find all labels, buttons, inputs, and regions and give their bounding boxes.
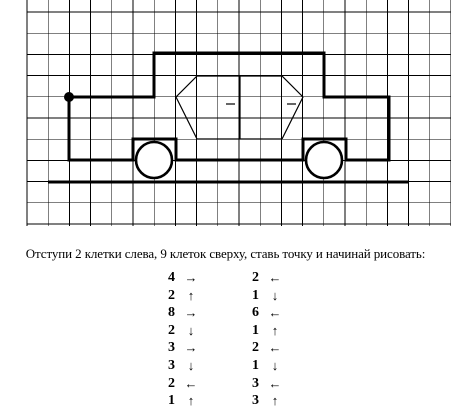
arrow-down-icon: ↓ — [271, 357, 279, 373]
step-row — [252, 357, 284, 375]
step-row — [168, 392, 200, 410]
arrow-left-icon: ← — [268, 305, 282, 321]
step-count: 2 — [168, 375, 175, 391]
step-row — [168, 357, 200, 375]
step-count: 6 — [252, 305, 259, 321]
step-row — [252, 375, 284, 393]
arrow-up-icon: ↑ — [271, 393, 279, 409]
front-wheel — [136, 142, 172, 178]
step-row — [168, 304, 200, 322]
arrow-left-icon: ← — [268, 340, 282, 356]
step-count: 8 — [168, 305, 175, 321]
arrow-down-icon: ↓ — [271, 287, 279, 303]
step-count: 1 — [252, 322, 259, 338]
arrow-left-icon: ← — [184, 375, 198, 391]
step-row — [168, 375, 200, 393]
step-row — [168, 269, 200, 287]
step-count: 3 — [168, 340, 175, 356]
step-count: 3 — [168, 357, 175, 373]
step-row — [252, 322, 284, 340]
steps-left-column — [168, 269, 200, 410]
steps-right-column — [252, 269, 284, 410]
rear-wheel — [306, 142, 342, 178]
step-count: 1 — [168, 393, 175, 409]
start-dot — [64, 92, 74, 102]
grid-lines — [27, 0, 451, 226]
car-windows — [176, 76, 303, 139]
car-outline — [48, 53, 409, 182]
step-count: 4 — [168, 270, 175, 285]
step-row — [168, 287, 200, 305]
step-count: 2 — [252, 270, 259, 285]
step-count: 2 — [168, 322, 175, 338]
instruction-text: Отступи 2 клетки слева, 9 клеток сверху, ставь точку и начинай рисовать: — [25, 246, 426, 261]
arrow-down-icon: ↓ — [187, 357, 195, 373]
step-row — [168, 322, 200, 340]
step-row — [252, 304, 284, 322]
step-count: 2 — [252, 340, 259, 356]
step-count: 2 — [168, 287, 175, 303]
arrow-up-icon: ↑ — [271, 322, 279, 338]
car-body-path — [69, 53, 389, 160]
step-row — [168, 339, 200, 357]
step-row — [252, 392, 284, 410]
arrow-left-icon: ← — [268, 270, 282, 285]
step-count: 3 — [252, 393, 259, 409]
step-row — [252, 339, 284, 357]
step-row — [252, 287, 284, 305]
arrow-right-icon: → — [184, 270, 198, 285]
step-count: 1 — [252, 357, 259, 373]
arrow-up-icon: ↑ — [187, 287, 195, 303]
arrow-down-icon: ↓ — [187, 322, 195, 338]
arrow-left-icon: ← — [268, 375, 282, 391]
arrow-right-icon: → — [184, 340, 198, 356]
step-count: 1 — [252, 287, 259, 303]
arrow-up-icon: ↑ — [187, 393, 195, 409]
step-row — [252, 269, 284, 287]
arrow-right-icon: → — [184, 305, 198, 321]
step-count: 3 — [252, 375, 259, 391]
